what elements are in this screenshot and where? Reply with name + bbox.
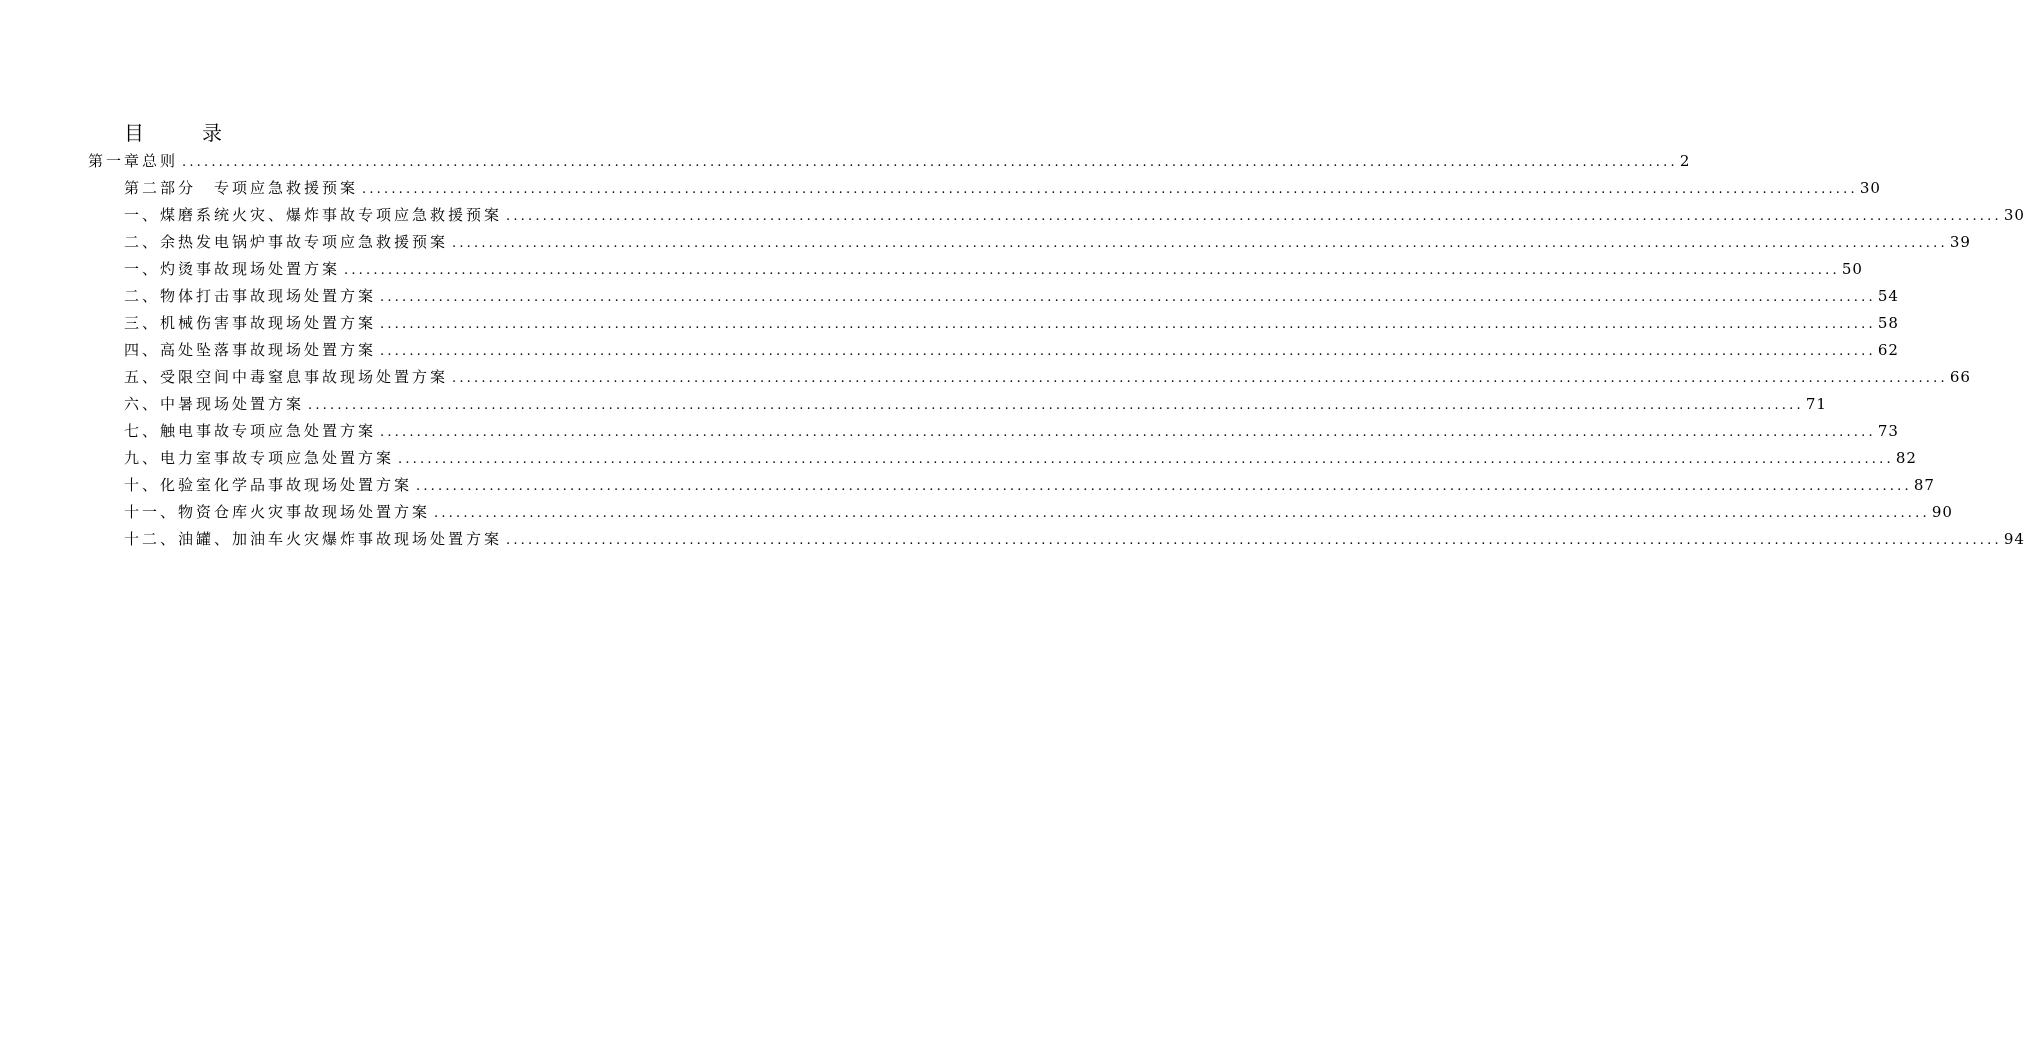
toc-entry[interactable] bbox=[124, 229, 1971, 256]
toc-leader-dots: ............................................................................................................................................................................................................ bbox=[506, 533, 2002, 548]
toc-entry-text: 四、高处坠落事故现场处置方案 bbox=[124, 341, 377, 359]
toc-page-number: 54 bbox=[1877, 287, 1899, 305]
toc-page-number: 66 bbox=[1949, 368, 1971, 386]
toc-page-number: 30 bbox=[2003, 206, 2025, 224]
toc-entry[interactable] bbox=[124, 175, 1881, 202]
toc-leader-dots: ............................................................................................................................................................................................................ bbox=[434, 506, 1930, 521]
toc-page-number: 73 bbox=[1877, 422, 1899, 440]
toc-leader-dots: ............................................................................................................................................................................................................ bbox=[182, 155, 1678, 170]
toc-page-number: 87 bbox=[1913, 476, 1935, 494]
toc-entry[interactable] bbox=[124, 364, 1971, 391]
toc-leader-dots: ............................................................................................................................................................................................................ bbox=[344, 263, 1840, 278]
toc-leader-dots: ............................................................................................................................................................................................................ bbox=[380, 290, 1876, 305]
toc-entry[interactable] bbox=[124, 526, 2025, 553]
toc-leader-dots: ............................................................................................................................................................................................................ bbox=[452, 371, 1948, 386]
toc-leader-dots: ............................................................................................................................................................................................................ bbox=[380, 317, 1876, 332]
toc-title bbox=[124, 119, 222, 147]
toc-entry-text: 一、煤磨系统火灾、爆炸事故专项应急救援预案 bbox=[124, 206, 503, 224]
toc-leader-dots: ............................................................................................................................................................................................................ bbox=[452, 236, 1948, 251]
toc-entry[interactable] bbox=[124, 310, 1899, 337]
toc-entry[interactable] bbox=[124, 445, 1917, 472]
toc-page-number: 90 bbox=[1931, 503, 1953, 521]
toc-entry[interactable] bbox=[88, 148, 1691, 175]
toc-entry-text: 第二部分 专项应急救援预案 bbox=[124, 179, 359, 197]
toc-title-char-1: 目 bbox=[124, 121, 144, 145]
toc-entry-text: 九、电力室事故专项应急处置方案 bbox=[124, 449, 395, 467]
toc-leader-dots: ............................................................................................................................................................................................................ bbox=[380, 425, 1876, 440]
toc-leader-dots: ............................................................................................................................................................................................................ bbox=[308, 398, 1804, 413]
toc-entry-text: 五、受限空间中毒窒息事故现场处置方案 bbox=[124, 368, 449, 386]
toc-leader-dots: ............................................................................................................................................................................................................ bbox=[398, 452, 1894, 467]
toc-page-number: 2 bbox=[1679, 152, 1691, 170]
toc-entry[interactable] bbox=[124, 337, 1899, 364]
toc-entry[interactable] bbox=[124, 418, 1899, 445]
toc-entry[interactable] bbox=[124, 202, 2025, 229]
toc-leader-dots: ............................................................................................................................................................................................................ bbox=[380, 344, 1876, 359]
toc-entry[interactable] bbox=[124, 472, 1935, 499]
toc-entry-text: 第一章总则 bbox=[88, 152, 179, 170]
toc-page-number: 30 bbox=[1859, 179, 1881, 197]
toc-leader-dots: ............................................................................................................................................................................................................ bbox=[506, 209, 2002, 224]
toc-entry-text: 六、中暑现场处置方案 bbox=[124, 395, 305, 413]
toc-entry[interactable] bbox=[124, 256, 1863, 283]
toc-entry[interactable] bbox=[124, 283, 1899, 310]
toc-entry-text: 七、触电事故专项应急处置方案 bbox=[124, 422, 377, 440]
toc-leader-dots: ............................................................................................................................................................................................................ bbox=[416, 479, 1912, 494]
toc-title-char-2: 录 bbox=[202, 121, 222, 145]
toc-entry-text: 二、余热发电锅炉事故专项应急救援预案 bbox=[124, 233, 449, 251]
toc-page-number: 94 bbox=[2003, 530, 2025, 548]
toc-page-number: 58 bbox=[1877, 314, 1899, 332]
toc-entry-text: 十、化验室化学品事故现场处置方案 bbox=[124, 476, 413, 494]
toc-entry[interactable] bbox=[124, 391, 1827, 418]
toc-entry[interactable] bbox=[124, 499, 1953, 526]
toc-page-number: 71 bbox=[1805, 395, 1827, 413]
toc-entry-text: 十一、物资仓库火灾事故现场处置方案 bbox=[124, 503, 431, 521]
toc-page-number: 39 bbox=[1949, 233, 1971, 251]
toc-entry-text: 二、物体打击事故现场处置方案 bbox=[124, 287, 377, 305]
toc-entry-text: 一、灼烫事故现场处置方案 bbox=[124, 260, 341, 278]
toc-page-number: 50 bbox=[1841, 260, 1863, 278]
toc-leader-dots: ............................................................................................................................................................................................................ bbox=[362, 182, 1858, 197]
toc-entry-text: 十二、油罐、加油车火灾爆炸事故现场处置方案 bbox=[124, 530, 503, 548]
toc-entry-text: 三、机械伤害事故现场处置方案 bbox=[124, 314, 377, 332]
toc-page-number: 82 bbox=[1895, 449, 1917, 467]
toc-page-number: 62 bbox=[1877, 341, 1899, 359]
